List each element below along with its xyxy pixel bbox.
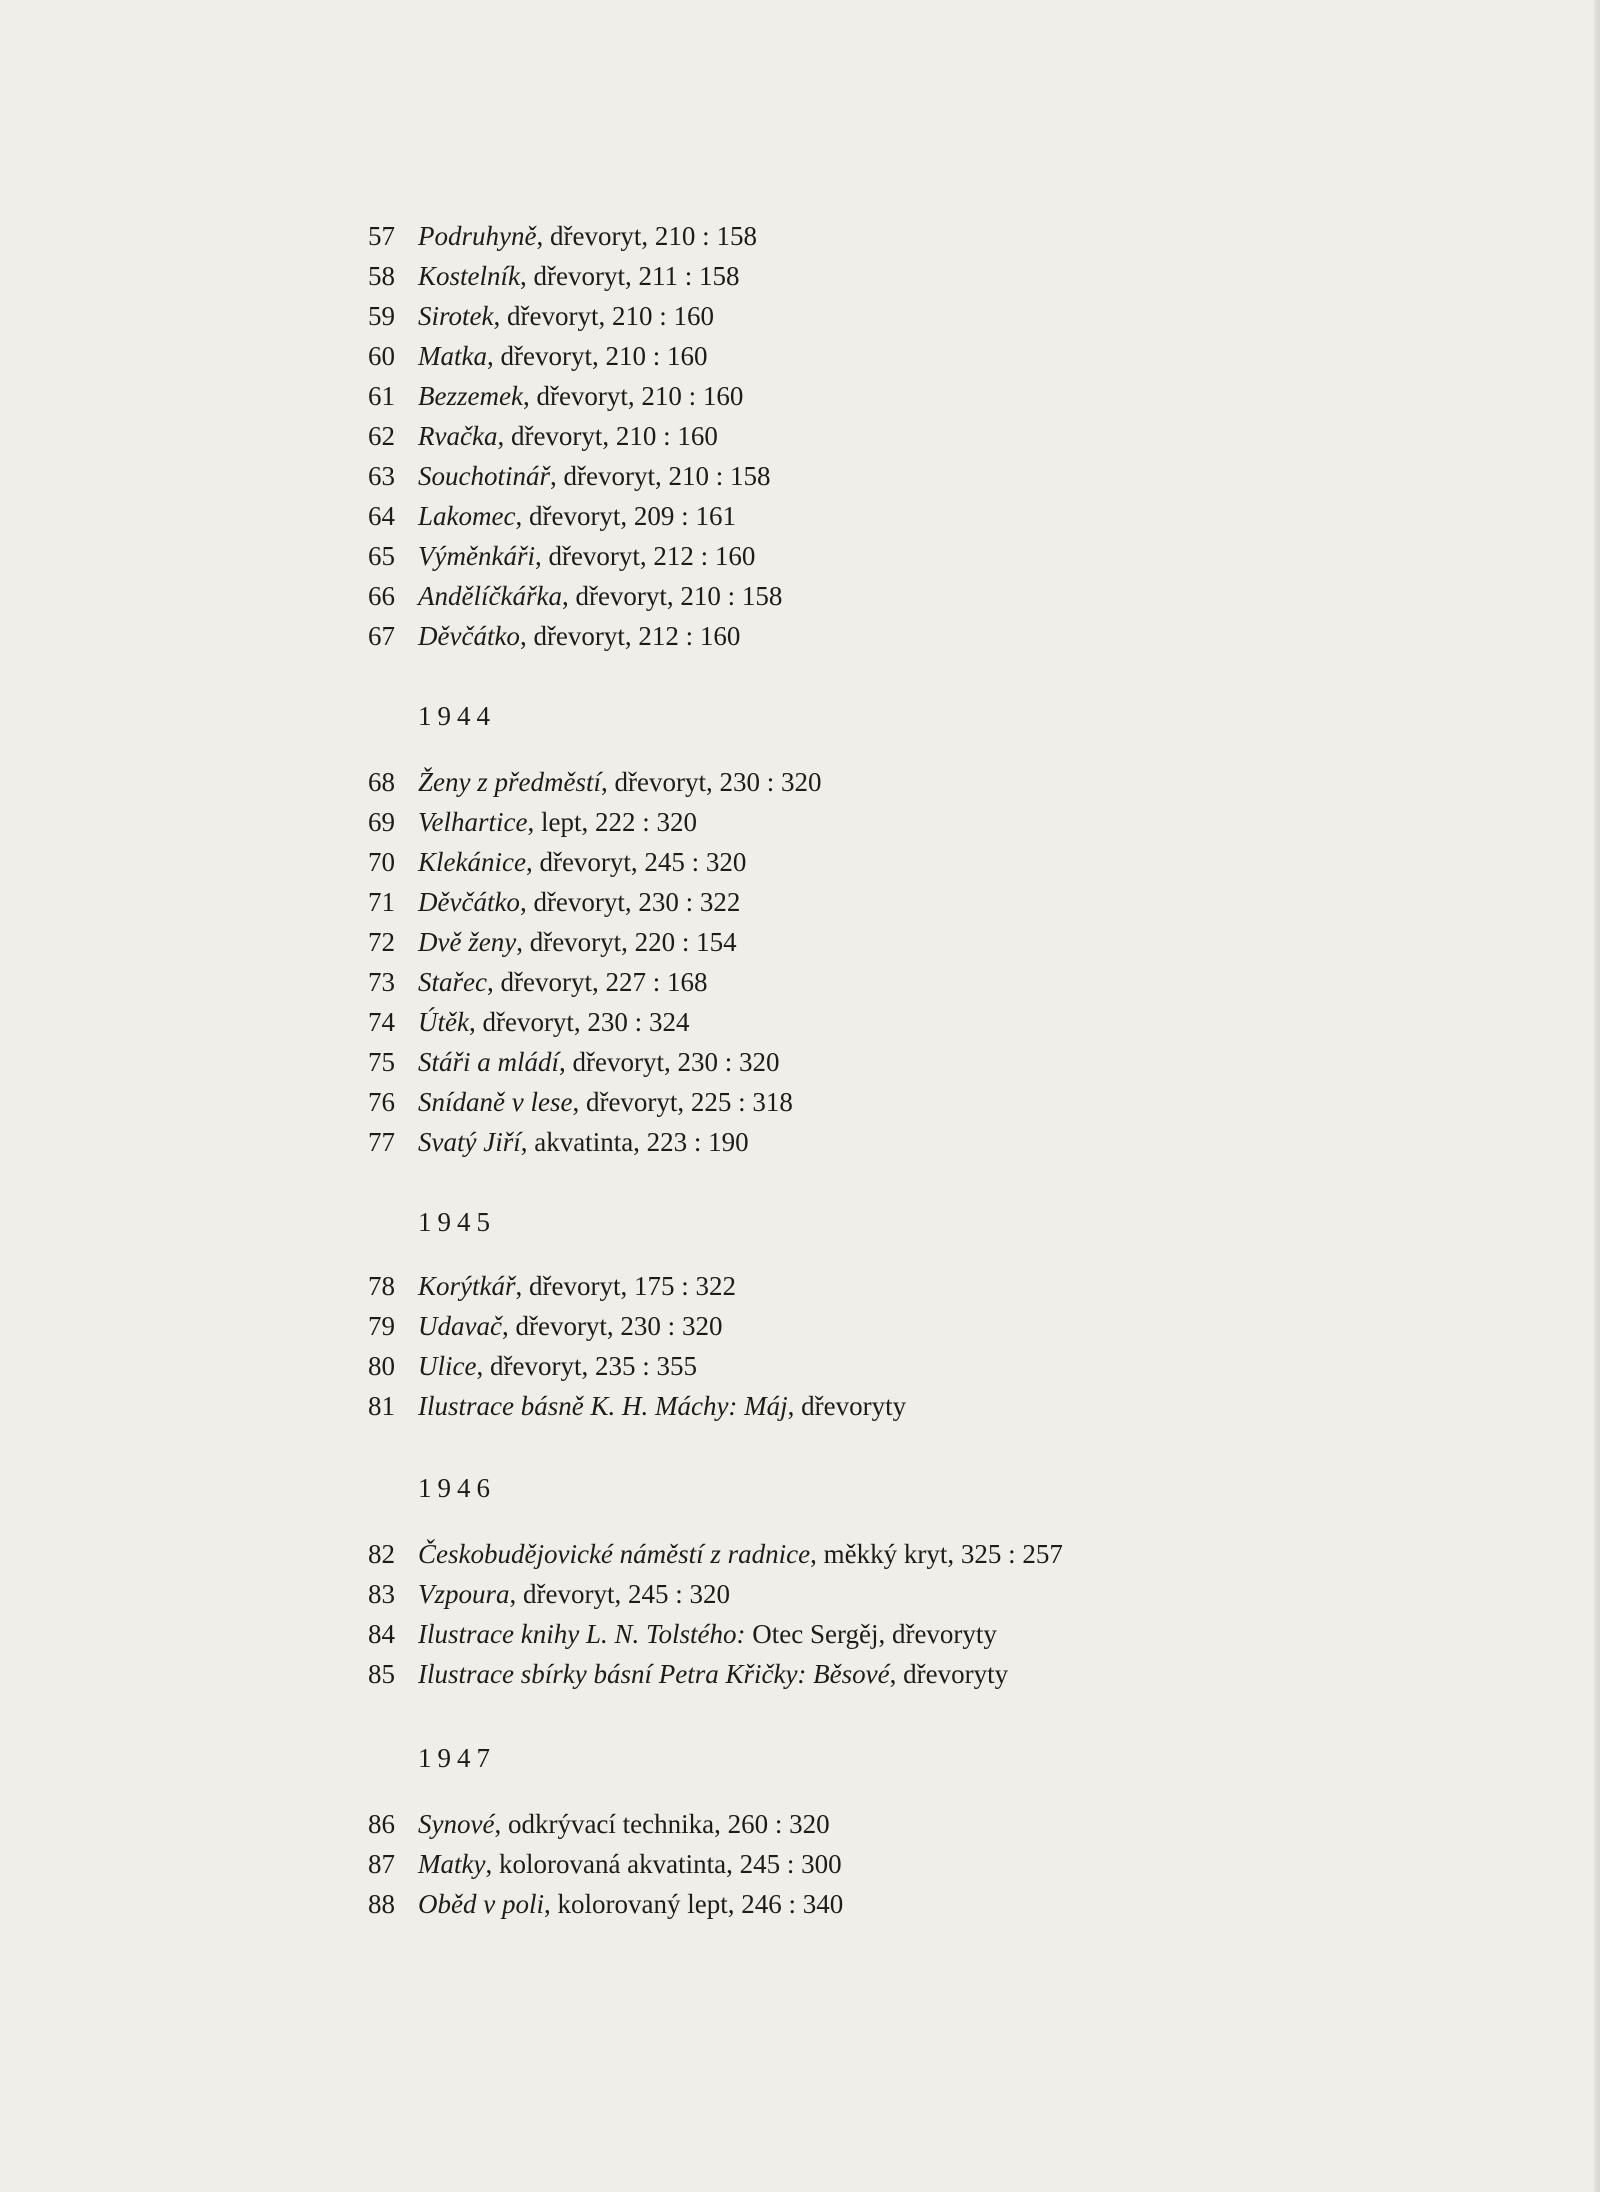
entry-number: 83 <box>368 1579 395 1609</box>
entry-title: Výměnkáři <box>418 541 535 571</box>
entry-details: , dřevoryt, 245 : 320 <box>509 1579 730 1609</box>
year-heading: 1944 <box>418 701 496 731</box>
entry-details: , dřevoryt, 230 : 322 <box>519 887 741 917</box>
entry-title: Udavač <box>418 1311 502 1341</box>
entry-number: 76 <box>368 1087 395 1117</box>
entry-number: 71 <box>368 887 395 917</box>
entry-number: 68 <box>368 767 395 797</box>
entry-details: , dřevoryt, 210 : 160 <box>493 301 714 331</box>
entry-details: , akvatinta, 223 : 190 <box>520 1127 749 1157</box>
entry-number: 57 <box>368 221 395 251</box>
entry-number: 67 <box>368 621 395 651</box>
entry-number: 75 <box>368 1047 395 1077</box>
entry-details: , dřevoryt, 230 : 320 <box>600 767 822 797</box>
entry-number: 88 <box>368 1889 395 1919</box>
entry-number: 87 <box>368 1849 395 1879</box>
entry-title: Korýtkář <box>418 1271 516 1301</box>
entry-title: Děvčátko <box>418 887 520 917</box>
entry-title: Českobudějovické náměstí z radnice <box>418 1539 811 1569</box>
entry-number: 66 <box>368 581 395 611</box>
entry-title: Svatý Jiří <box>418 1127 521 1157</box>
entry-number: 63 <box>368 461 395 491</box>
entry-number: 64 <box>368 501 395 531</box>
entry-number: 60 <box>368 341 395 371</box>
entry-title: Děvčátko <box>418 621 520 651</box>
entry-details: , dřevoryt, 210 : 160 <box>486 341 708 371</box>
entry-title: Útěk <box>418 1007 469 1037</box>
entry-details: , dřevoryt, 211 : 158 <box>520 261 740 291</box>
entry-title: Andělíčkářka <box>418 581 562 611</box>
entry-title: Matka <box>418 341 487 371</box>
entry-details: , dřevoryty <box>889 1659 1009 1689</box>
entry-number: 70 <box>368 847 395 877</box>
entry-details: , dřevoryt, 235 : 355 <box>476 1351 697 1381</box>
entry-title: Klekánice <box>418 847 526 877</box>
entry-number: 58 <box>368 261 395 291</box>
entry-details: , lept, 222 : 320 <box>527 807 697 837</box>
year-heading: 1945 <box>418 1207 496 1237</box>
entry-title: Podruhyně <box>418 221 537 251</box>
entry-details: , dřevoryt, 209 : 161 <box>515 501 736 531</box>
year-heading: 1947 <box>418 1743 496 1773</box>
entry-number: 72 <box>368 927 395 957</box>
entry-title: Lakomec <box>418 501 516 531</box>
entry-number: 80 <box>368 1351 395 1381</box>
entry-title: Oběd v poli <box>418 1889 544 1919</box>
entry-title: Synové <box>418 1809 495 1839</box>
entry-number: 79 <box>368 1311 395 1341</box>
entry-number: 69 <box>368 807 395 837</box>
entry-details: , měkký kryt, 325 : 257 <box>810 1539 1063 1569</box>
entry-details: , kolorovaná akvatinta, 245 : 300 <box>485 1849 842 1879</box>
entry-details: , dřevoryt, 175 : 322 <box>515 1271 736 1301</box>
entry-details: , dřevoryt, 220 : 154 <box>516 927 737 957</box>
entry-title: Rvačka <box>418 421 498 451</box>
entry-details: , dřevoryt, 210 : 158 <box>550 461 771 491</box>
entry-number: 77 <box>368 1127 395 1157</box>
entry-title: Sirotek <box>418 301 494 331</box>
entry-number: 84 <box>368 1619 395 1649</box>
entry-details: , dřevoryt, 230 : 324 <box>468 1007 690 1037</box>
entry-number: 81 <box>368 1391 395 1421</box>
entry-number: 74 <box>368 1007 395 1037</box>
entry-details: , dřevoryt, 210 : 158 <box>536 221 757 251</box>
entry-number: 61 <box>368 381 395 411</box>
entry-details: , dřevoryt, 210 : 158 <box>561 581 783 611</box>
entry-number: 73 <box>368 967 395 997</box>
entry-title: Ilustrace knihy L. N. Tolstého: <box>418 1619 746 1649</box>
entry-title: Ilustrace sbírky básní Petra Křičky: Běsové <box>418 1659 890 1689</box>
entry-details: , dřevoryt, 210 : 160 <box>522 381 744 411</box>
entry-details: , dřevoryt, 230 : 320 <box>501 1311 723 1341</box>
entry-title: Ilustrace básně K. H. Máchy: Máj <box>418 1391 788 1421</box>
entry-details: , odkrývací technika, 260 : 320 <box>494 1809 830 1839</box>
entry-number: 65 <box>368 541 395 571</box>
entry-number: 85 <box>368 1659 395 1689</box>
entry-details: , kolorovaný lept, 246 : 340 <box>543 1889 844 1919</box>
entry-title: Kostelník <box>418 261 520 291</box>
entry-details: , dřevoryty <box>787 1391 907 1421</box>
entry-title: Dvě ženy <box>418 927 517 957</box>
entry-details: Otec Sergěj, dřevoryty <box>745 1619 997 1649</box>
entry-details: , dřevoryt, 225 : 318 <box>572 1087 793 1117</box>
entry-details: , dřevoryt, 210 : 160 <box>497 421 718 451</box>
entry-details: , dřevoryt, 245 : 320 <box>525 847 747 877</box>
page-edge <box>1594 0 1600 2192</box>
entry-title: Ulice <box>418 1351 477 1381</box>
entry-number: 62 <box>368 421 395 451</box>
entry-title: Bezzemek <box>418 381 523 411</box>
entry-details: , dřevoryt, 227 : 168 <box>486 967 708 997</box>
entry-title: Stáři a mládí <box>418 1047 560 1077</box>
entry-number: 82 <box>368 1539 395 1569</box>
entry-title: Matky <box>418 1849 486 1879</box>
entry-title: Vzpoura <box>418 1579 510 1609</box>
entry-details: , dřevoryt, 212 : 160 <box>534 541 756 571</box>
entry-title: Stařec <box>418 967 487 997</box>
entry-details: , dřevoryt, 212 : 160 <box>519 621 741 651</box>
entry-title: Souchotinář <box>418 461 550 491</box>
entry-title: Velhartice <box>418 807 528 837</box>
entry-title: Snídaně v lese <box>418 1087 573 1117</box>
entry-title: Ženy z předměstí <box>418 767 601 797</box>
entry-number: 78 <box>368 1271 395 1301</box>
year-heading: 1946 <box>418 1473 496 1503</box>
entry-number: 59 <box>368 301 395 331</box>
entry-details: , dřevoryt, 230 : 320 <box>559 1047 780 1077</box>
entry-number: 86 <box>368 1809 395 1839</box>
